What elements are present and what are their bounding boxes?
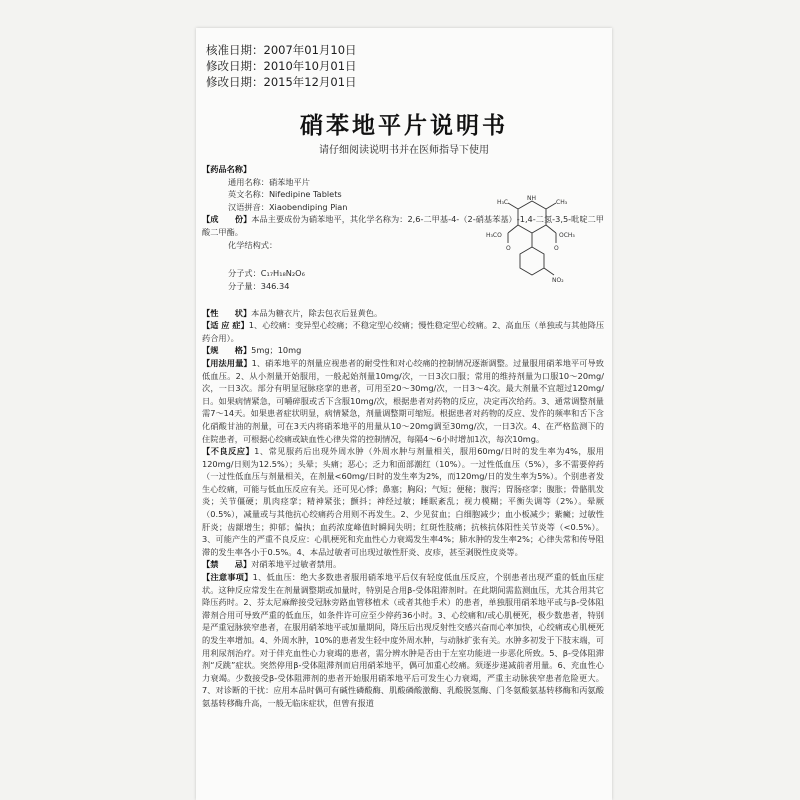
chemical-lines (228, 239, 305, 293)
section-character: 【性 状】本品为糖衣片，除去包衣后显黄色。 (202, 307, 383, 318)
date-line: 核准日期：2007年01月10日 (206, 43, 357, 57)
carbonyl-right-label: O (554, 244, 559, 252)
section-specification: 【规 格】5mg；10mg (202, 345, 302, 356)
section-precautions: 【注意事项】1、低血压：绝大多数患者服用硝苯地平后仅有轻度低血压反应，个别患者出现严重的低血压症状。这种反应常发生在剂量调整期或加量时，特别是合用β-受体阻滞剂时。在此期间需监测血压，尤其合用其它降压药时。2、芬太尼麻醉接受冠脉旁路血管移植术（或者其他手术）的患者，单独服用硝苯地平或与β-受体阻滞剂合用可导致严重的低血压，如条件许可应至少停药36小时。3、心绞痛和/或心肌梗死，极少数患者，特别是严重冠脉狭窄患者，在服用硝苯地平或加量期间，降压后出现反射性交感兴奋而心率加快，心绞痛或心肌梗死的发生率增加。4、外周水肿，10%的患者发生轻中度外周水肿，与动脉扩张有关。水肿多初发于下肢末端，可用利尿剂治疗。对于伴充血性心力衰竭的患者，需分辨水肿是否由于左室功能进一步恶化所致。5、β-受体阻滞剂“反跳”症状。突然停用β-受体阻滞剂而启用硝苯地平，偶可加重心绞痛。须逐步递减前者用量。6、充血性心力衰竭。少数接受β-受体阻滞剂的患者开始服用硝苯地平后可发生心力衰竭，严重主动脉狭窄患者危险更大。7、对诊断的干扰：应用本品时偶可有碱性磷酸酶、肌酸磷酸激酶、乳酸脱氢酶、门冬氨酸氨基转移酶和丙氨酸氨基转移酶升高，一般无临床症状，但曾有报道 (202, 572, 604, 708)
section-label: 【药品名称】 (202, 164, 252, 174)
section-label: 【规 格】 (202, 345, 252, 356)
document-subtitle: 请仔细阅读说明书并在医师指导下使用 (319, 145, 489, 156)
section-label: 【注意事项】 (202, 572, 253, 583)
section-label: 【性 状】 (202, 307, 252, 318)
section-label: 【不良反应】 (202, 446, 255, 457)
document-title: 硝苯地平片说明书 (300, 112, 508, 139)
section-contraindications: 【禁 忌】对硝苯地平过敏者禁用。 (202, 559, 342, 570)
section-label: 【用法用量】 (202, 357, 252, 368)
molecular-formula: 分子式：C₁₇H₁₈N₂O₆ (228, 268, 305, 279)
methyl-left-label: H₃C (497, 198, 509, 206)
leaflet-body (202, 163, 604, 710)
section-label: 【适 应 症】 (202, 320, 249, 331)
leaflet-page (196, 28, 612, 800)
date-line: 修改日期：2010年10月01日 (206, 59, 357, 73)
english-name: 英文名称：Nifedipine Tablets (228, 189, 342, 200)
methyl-right-label: CH₃ (556, 198, 568, 206)
pinyin-name: 汉语拼音：Xiaobendiping Pian (228, 201, 348, 212)
nifedipine-structure-diagram (484, 195, 584, 301)
section-adverse-reactions: 【不良反应】1、常见服药后出现外周水肿（外周水肿与剂量相关，服用60mg/日时的发生率为4%，服用120mg/日则为12.5%）；头晕；头痛；恶心；乏力和面部潮红（10%）。一过性低血压（5%），多不需要停药（一过性低血压与剂量相关，在剂量<60mg/日时的发生率为2%，而120mg/日的发生率为5%）。个别患者发生心绞痛，可能与低血压反应有关。还可见心悸；鼻塞；胸闷；气短；便秘；腹泻；胃肠痉挛；腹胀；骨骼肌发炎；关节僵硬；肌肉痉挛；精神紧张；颤抖；神经过敏；睡眠紊乱；视力模糊；平衡失调等（2%）。晕厥（0.5%），减量或与其他抗心绞痛药合用则不再发生。2、少见贫血；白细胞减少；血小板减少；紫癜；过敏性肝炎；齿龈增生；抑郁；偏执；血药浓度峰值时瞬间失明；红斑性肢痛；抗核抗体阳性关节炎等（<0.5%）。3、可能产生的严重不良反应：心肌梗死和充血性心力衰竭发生率4%；肺水肿的发生率2%；心律失常和传导阻滞的发生率各小于0.5%。4、本品过敏者可出现过敏性肝炎、皮疹，甚至剥脱性皮炎等。 (202, 446, 604, 557)
section-label: 【成 份】 (202, 214, 252, 225)
composition-text: 【成 份】本品主要成份为硝苯地平，其化学名称为：2,6-二甲基-4-（2-硝基苯基）-1,4-二氢-3,5-吡啶二甲酸二甲酯。 (202, 214, 604, 237)
section-indications: 【适 应 症】1、心绞痛：变异型心绞痛；不稳定型心绞痛；慢性稳定型心绞痛。2、高血压（单独或与其他降压药合用）。 (202, 320, 605, 343)
section-dosage: 【用法用量】1、硝苯地平的剂量应视患者的耐受性和对心绞痛的控制情况逐渐调整。过量服用硝苯地平可导致低血压。2、从小剂量开始服用，一般起始剂量10mg/次，一日3次口服；常用的维持剂量为口服10～20mg/次，一日3次。部分有明显冠脉痉挛的患者，可用至20～30mg/次，一日3～4次。最大剂量不宜超过120mg/日。如果病情紧急，可嚼碎服或舌下含服10mg/次，根据患者对药物的反应，决定再次给药。3、通常调整剂量需7～14天。如果患者症状明显，病情紧急，剂量调整期可缩短。根据患者对药物的反应、发作的频率和舌下含化硝酸甘油的剂量，可在3天内将硝苯地平的用量从10～20mg调至30mg/次，一日3次。4、在严格监测下的住院患者，可根据心绞痛或缺血性心律失常的控制情况，每隔4～6小时增加1次，每次10mg。 (202, 357, 604, 444)
section-label: 【禁 忌】 (202, 559, 252, 570)
nh-label: NH (527, 194, 536, 202)
ester-right-label: OCH₃ (559, 231, 575, 239)
nitro-label: NO₂ (552, 276, 564, 284)
generic-name: 通用名称：硝苯地平片 (228, 176, 310, 187)
ester-left-label: H₃CO (486, 231, 502, 239)
molecular-weight: 分子量：346.34 (228, 280, 290, 291)
approval-dates (206, 42, 357, 90)
date-line: 修改日期：2015年12月01日 (206, 75, 357, 89)
carbonyl-left-label: O (506, 244, 511, 252)
structure-label: 化学结构式： (228, 239, 278, 250)
